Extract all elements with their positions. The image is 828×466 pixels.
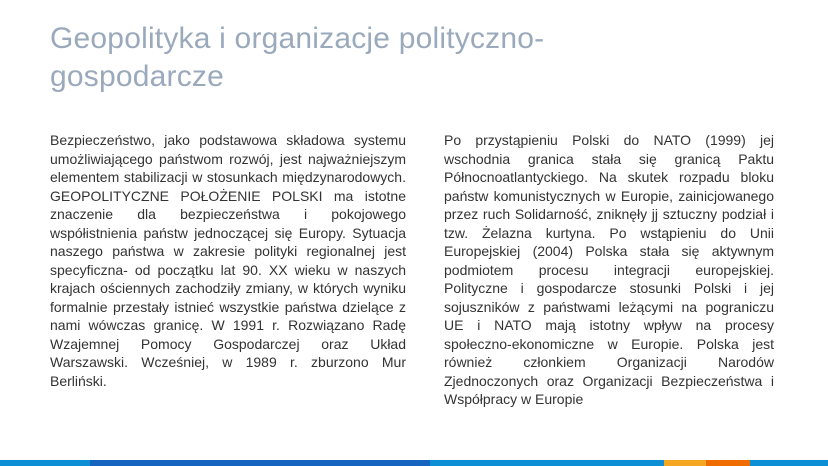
bar-segment: [90, 460, 430, 466]
left-text-column: Bezpieczeństwo, jako podstawowa składowa systemu umożliwiającego państwom rozwój, jest najważniejszym elementem stabilizacji w stosunkach międzynarodowych. GEOPOLITYCZNE POŁOŻENIE POLSKI ma istotne znaczenie dla bezpieczeństwa i pokojowego współistnienia państw jednoczącej się Europy. Sytuacja naszego państwa w zakresie polityki regionalnej jest specyficzna- od początku lat 90. XX wieku w naszych krajach ościennych zachodziły zmiany, w których wyniku formalnie przestały istnieć wszystkie państwa dzielące z nami wówczas granicę. W 1991 r. Rozwiązano Radę Wzajemnej Pomocy Gospodarczej oraz Układ Warszawski. Wcześniej, w 1989 r. zburzono Mur Berliński.: [50, 132, 406, 389]
right-text-column: Po przystąpieniu Polski do NATO (1999) jej wschodnia granica stała się granicą Paktu Północnoatlantyckiego. Na skutek rozpadu bloku państw komunistycznych w Europie, zainicjowanego przez ruch Solidarność, zniknęły jj sztuczny podział i tzw. Żelazna kurtyna. Po wstąpieniu do Unii Europejskiej (2004) Polska stała się aktywnym podmiotem procesu integracji europejskiej. Polityczne i gospodarcze stosunki Polski i jej sojuszników z państwami leżącymi na pograniczu UE i NATO mają istotny wpływ na procesy społeczno-ekonomiczne w Europie. Polska jest również członkiem Organizacji Narodów Zjednoczonych oraz Organizacji Bezpieczeństwa i Współpracy w Europie: [444, 132, 774, 407]
bar-segment: [0, 460, 90, 466]
bottom-color-bar: [0, 460, 828, 466]
slide-title: Geopolityka i organizacje polityczno-gospodarcze: [50, 22, 545, 93]
bar-segment: [750, 460, 828, 466]
bar-segment: [430, 460, 664, 466]
bar-segment: [664, 460, 706, 466]
bar-segment: [706, 460, 750, 466]
